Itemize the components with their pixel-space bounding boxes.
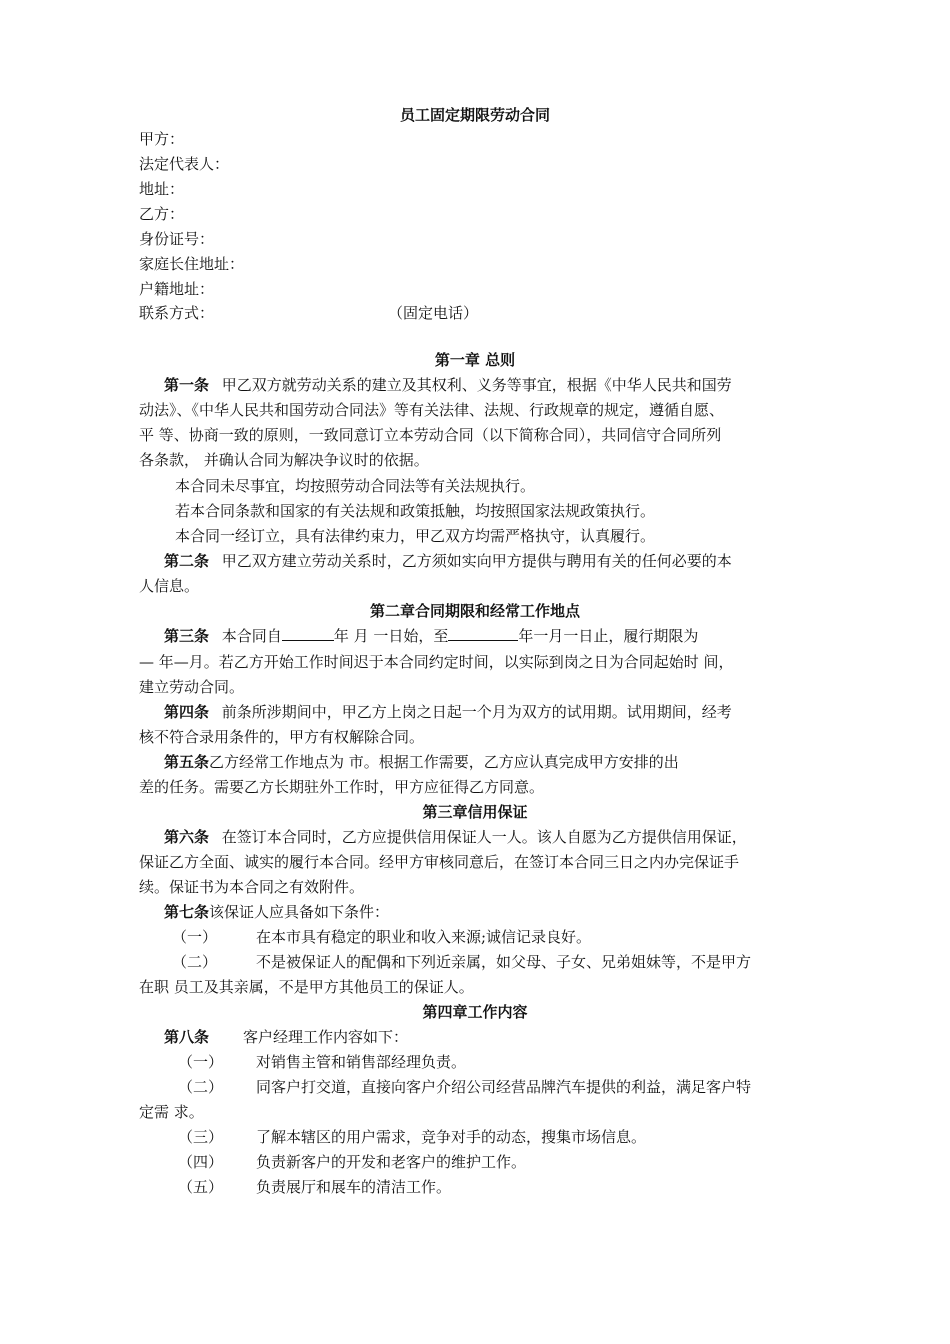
- article-6-line-2: 保证乙方全面、诚实的履行本合同。经甲方审核同意后，在签订本合同三日之内办完保证手: [139, 853, 740, 871]
- chapter-4-heading: 第四章工作内容: [422, 1003, 528, 1021]
- article-5-line-2: 差的任务。需要乙方长期驻外工作时，甲方应征得乙方同意。: [139, 778, 545, 796]
- home-address-label: 家庭长住地址：: [139, 255, 245, 273]
- blank-end-year: [448, 624, 518, 641]
- condition-2-number: （二）: [172, 953, 218, 971]
- condition-1-number: （一）: [172, 928, 218, 946]
- duty-1-number: （一）: [178, 1053, 224, 1071]
- chapter-2-heading: 第二章合同期限和经常工作地点: [369, 602, 580, 620]
- article-6-line-1: [164, 825, 747, 849]
- article-3-text-c: 年一月一日止，履行期限为: [518, 627, 699, 645]
- chapter-3-heading: 第三章信用保证: [422, 803, 528, 821]
- article-2-label: 第二条: [164, 552, 210, 570]
- condition-1-text: 在本市具有稳定的职业和收入来源;诚信记录良好。: [256, 928, 592, 946]
- duty-5-number: （五）: [178, 1178, 224, 1196]
- document-title: 员工固定期限劳动合同: [399, 106, 550, 124]
- article-8-text: 客户经理工作内容如下：: [243, 1028, 409, 1046]
- duty-1-text: 对销售主管和销售部经理负责。: [256, 1053, 467, 1071]
- fixed-phone-label: （固定电话）: [388, 304, 479, 322]
- article-4-label: 第四条: [164, 703, 210, 721]
- chapter-1-heading: 第一章 总则: [434, 351, 516, 369]
- condition-2-line-2: 在职 员工及其亲属，不是甲方其他员工的保证人。: [139, 978, 474, 996]
- article-8-label: 第八条: [164, 1028, 210, 1046]
- article-1-label: 第一条: [164, 376, 210, 394]
- article-4-line-1: [164, 700, 732, 724]
- article-6-line-3: 续。保证书为本合同之有效附件。: [139, 878, 365, 896]
- article-7-line-1: [164, 900, 389, 924]
- article-4-line-2: 核不符合录用条件的，甲方有权解除合同。: [139, 728, 425, 746]
- duty-2-text: 同客户打交道，直接向客户介绍公司经营品牌汽车提供的利益，满足客户特: [256, 1078, 752, 1096]
- duty-4-text: 负责新客户的开发和老客户的维护工作。: [256, 1153, 527, 1171]
- condition-2-text: 不是被保证人的配偶和下列近亲属，如父母、子女、兄弟姐妹等，不是甲方: [256, 953, 752, 971]
- article-5-label: 第五条: [164, 753, 210, 771]
- article-3-line-3: 建立劳动合同。: [139, 678, 245, 696]
- article-2-line-1: [164, 549, 732, 573]
- article-3-line-1: [164, 624, 698, 648]
- duty-4-number: （四）: [178, 1153, 224, 1171]
- duty-2-number: （二）: [178, 1078, 224, 1096]
- article-1-line-3: 平 等、协商一致的原则，一致同意订立本劳动合同（以下简称合同），共同信守合同所列: [139, 426, 722, 444]
- duty-5-text: 负责展厅和展车的清洁工作。: [256, 1178, 452, 1196]
- article-3-text-a: 本合同自: [221, 627, 282, 645]
- article-7-text: 该保证人应具备如下条件：: [209, 903, 390, 921]
- article-7-label: 第七条: [164, 903, 210, 921]
- article-1-line-4: 各条款， 并确认合同为解决争议时的依据。: [139, 451, 429, 469]
- paragraph-conflict: 若本合同条款和国家的有关法规和政策抵触，均按照国家法规政策执行。: [175, 502, 656, 520]
- id-number-label: 身份证号：: [139, 230, 215, 248]
- legal-rep-label: 法定代表人：: [139, 155, 230, 173]
- article-3-line-2: — 年—月。若乙方开始工作时间迟于本合同约定时间，以实际到岗之日为合同起始时 间，: [139, 653, 734, 671]
- article-1-line-1: [164, 373, 732, 397]
- household-address-label: 户籍地址：: [139, 280, 215, 298]
- article-4-text: 前条所涉期间中，甲乙方上岗之日起一个月为双方的试用期。试用期间，经考: [221, 703, 732, 721]
- paragraph-binding: 本合同一经订立，具有法律约束力，甲乙双方均需严格执守，认真履行。: [175, 527, 656, 545]
- paragraph-supplement: 本合同未尽事宜，均按照劳动合同法等有关法规执行。: [175, 477, 536, 495]
- contact-label: 联系方式：: [139, 304, 215, 322]
- address-label: 地址：: [139, 180, 185, 198]
- article-3-text-b: 年 月 一日始，至: [333, 627, 449, 645]
- blank-start-year: [282, 624, 334, 641]
- article-6-label: 第六条: [164, 828, 210, 846]
- duty-2-line-2: 定需 求。: [139, 1103, 204, 1121]
- article-3-label: 第三条: [164, 627, 210, 645]
- party-b-label: 乙方：: [139, 205, 185, 223]
- duty-3-number: （三）: [178, 1128, 224, 1146]
- article-1-text: 甲乙双方就劳动关系的建立及其权利、义务等事宜，根据《中华人民共和国劳: [221, 376, 732, 394]
- article-2-text: 甲乙双方建立劳动关系时，乙方须如实向甲方提供与聘用有关的任何必要的本: [221, 552, 732, 570]
- article-6-text: 在签订本合同时，乙方应提供信用保证人一人。该人自愿为乙方提供信用保证，: [221, 828, 747, 846]
- article-8-line-1: [164, 1025, 209, 1049]
- article-1-line-2: 动法》、《中华人民共和国劳动合同法》等有关法律、法规、行政规章的规定，遵循自愿、: [139, 401, 725, 419]
- article-5-text: 乙方经常工作地点为 市。根据工作需要，乙方应认真完成甲方安排的出: [209, 753, 679, 771]
- duty-3-text: 了解本辖区的用户需求，竞争对手的动态，搜集市场信息。: [256, 1128, 647, 1146]
- article-5-line-1: [164, 750, 679, 774]
- party-a-label: 甲方：: [139, 130, 185, 148]
- article-2-line-2: 人信息。: [139, 577, 200, 595]
